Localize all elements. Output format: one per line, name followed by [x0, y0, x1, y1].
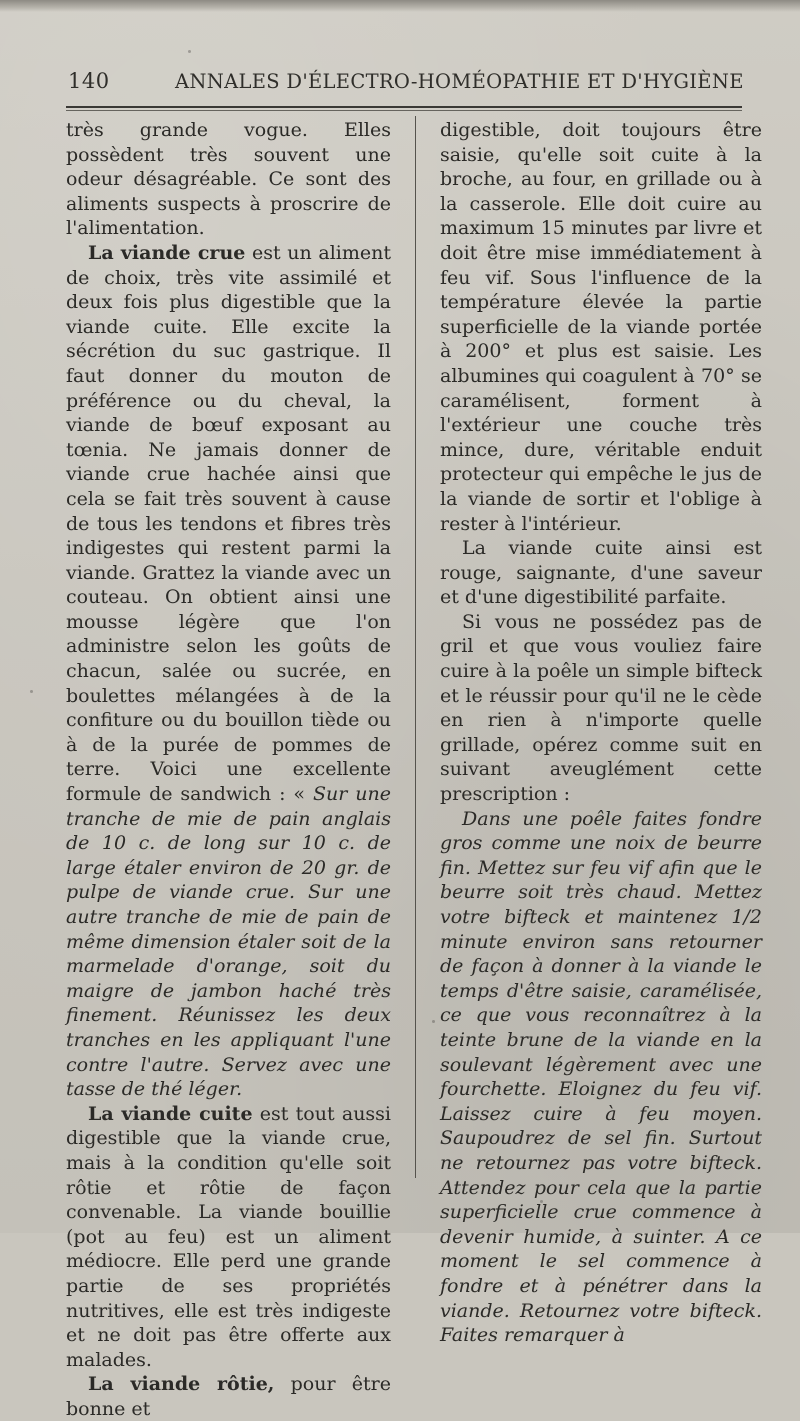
steak-recipe: Dans une poêle faites fondre gros comme une noix de beurre fin. Mettez sur feu vif afin que le beurre soit très chaud. Mettez votre bifteck et maintenez 1/2 minute environ sans retourner de façon à donner à la viande le temps d'être saisie, caramélisée, ce que vous reconnaîtrez à la teinte brune de la viande en la soulevant légèrement avec une fourchette. Eloignez du feu vif. Laissez cuire à feu moyen. Saupoudrez de sel fin. Surtout ne retournez pas votre bifteck. Attendez pour cela que la partie superficielle crue commence à devenir humide, à suinter. A ce moment le sel commence à fondre et à pénétrer dans la viande. Retournez votre bifteck. Faites remarquer à: [440, 807, 762, 1347]
roast-meat-text: pour être bonne et: [66, 1373, 391, 1420]
right-paragraph-1: digestible, doit toujours être saisie, qu'elle soit cuite à la broche, au four, en grillade ou à la casserole. Elle doit cuire au maximum 15 minutes par livre et doit être mise immédiatement à feu vif. Sous l'influence de la température élevée la partie superficielle de la viande portée à 200° et plus est saisie. Les albumines qui coagulent à 70° se caramélisent, forment à l'extérieur une couche très mince, dure, véritable enduit protecteur qui empêche le jus de la viande de sortir et l'oblige à rester à l'intérieur.: [440, 119, 762, 535]
left-paragraph-3: [66, 1102, 391, 1373]
cooked-meat-heading: La viande cuite: [88, 1102, 253, 1125]
right-paragraph-3: Si vous ne possédez pas de gril et que vous vouliez faire cuire à la poêle un simple bifteck et le réussir pour qu'il ne le cède en rien à n'importe quelle grillade, opérez comme suit en suivant aveuglément cette prescription :: [440, 610, 762, 806]
column-divider: [415, 116, 416, 1178]
raw-meat-heading: La viande crue: [88, 241, 246, 264]
page-top-edge: [0, 0, 800, 12]
paper-speck: [432, 1020, 435, 1023]
page-header: [68, 66, 744, 96]
left-paragraph-4: [66, 1372, 391, 1421]
sandwich-recipe: Sur une tranche de mie de pain anglais de 10 c. de long sur 10 c. de large étaler environ de 20 gr. de pulpe de viande crue. Sur une autre tranche de mie de pain de même dimension étaler soit de la marmelade d'orange, soit du maigre de jambon haché très finement. Réunissez les deux tranches en les appliquant l'une contre l'autre. Servez avec une tasse de thé léger.: [66, 783, 391, 1101]
left-paragraph-1: très grande vogue. Elles possèdent très souvent une odeur désagréable. Ce sont des aliments suspects à proscrire de l'alimentation.: [66, 119, 391, 240]
paper-speck: [540, 1200, 543, 1203]
running-head: ANNALES D'ÉLECTRO-HOMÉOPATHIE ET D'HYGIÈNE: [175, 69, 744, 93]
left-paragraph-2: [66, 241, 391, 1102]
cooked-meat-text: est tout aussi digestible que la viande crue, mais à la condition qu'elle soit rôtie et rôtie de façon convenable. La viande bouillie (pot au feu) est un aliment médiocre. Elle perd une grande partie de ses propriétés nutritives, elle est très indigeste et ne doit pas être offerte aux malades.: [66, 1102, 392, 1371]
header-rule: [66, 106, 742, 108]
right-column: [440, 118, 762, 1348]
paper-speck: [188, 50, 191, 53]
raw-meat-text: est un aliment de choix, très vite assimilé et deux fois plus digestible que la viande cuite. Elle excite la sécrétion du suc gastrique. Il faut donner du mouton de préférence ou du cheval, la viande de bœuf exposant au tœnia. Ne jamais donner de viande crue hachée ainsi que cela se fait très souvent à cause de tous les tendons et fibres très indigestes qui restent parmi la viande. Grattez la viande avec un couteau. On obtient ainsi une mousse légère que l'on administre selon les goûts de chacun, salée ou sucrée, en boulettes mélangées à de la confiture ou du bouillon tiède ou à de la purée de pommes de terre. Voici une excellente formule de sandwich : «: [66, 241, 392, 806]
page-number: 140: [68, 69, 110, 93]
roast-meat-heading: La viande rôtie,: [88, 1373, 275, 1396]
paper-speck: [30, 690, 33, 693]
right-paragraph-2: La viande cuite ainsi est rouge, saignante, d'une saveur et d'une digestibilité parfaite.: [440, 537, 762, 609]
header-rule-thin: [66, 110, 742, 111]
left-column: [66, 118, 391, 1421]
